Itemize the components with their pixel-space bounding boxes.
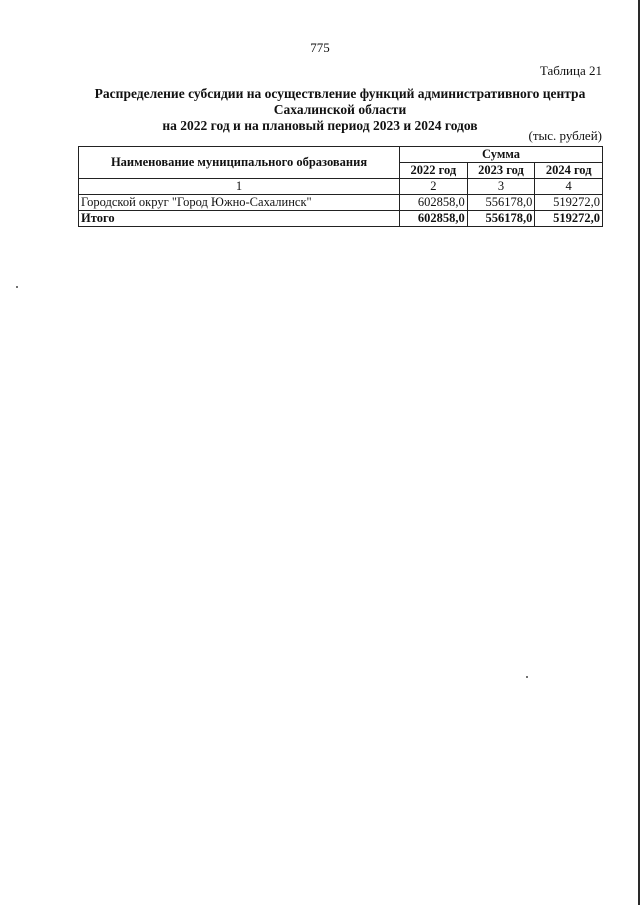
unit-label: (тыс. рублей) bbox=[528, 128, 602, 143]
header-sum: Сумма bbox=[400, 147, 603, 163]
column-number-2: 2 bbox=[400, 179, 468, 195]
column-number-3: 3 bbox=[467, 179, 535, 195]
title-line-1: Распределение субсидии на осуществление функций административного центра bbox=[94, 86, 586, 101]
header-year-2023: 2023 год bbox=[467, 163, 535, 179]
page-number: 775 bbox=[310, 40, 330, 55]
total-label: Итого bbox=[79, 211, 400, 227]
column-number-4: 4 bbox=[535, 179, 603, 195]
row-value-2023: 556178,0 bbox=[467, 195, 535, 211]
header-row-1 bbox=[79, 147, 603, 163]
row-value-2022: 602858,0 bbox=[400, 195, 468, 211]
title-line-3: на 2022 год и на плановый период 2023 и 2024 годов bbox=[162, 118, 478, 133]
title-line-2: Сахалинской области bbox=[273, 102, 407, 117]
header-year-2024: 2024 год bbox=[535, 163, 603, 179]
scan-speck bbox=[16, 286, 18, 288]
row-municipality-name: Городской округ "Город Южно-Сахалинск" bbox=[79, 195, 400, 211]
table-row bbox=[79, 195, 603, 211]
total-value-2024: 519272,0 bbox=[535, 211, 603, 227]
column-number-1: 1 bbox=[79, 179, 400, 195]
column-number-row bbox=[79, 179, 603, 195]
total-value-2022: 602858,0 bbox=[400, 211, 468, 227]
total-row bbox=[79, 211, 603, 227]
total-value-2023: 556178,0 bbox=[467, 211, 535, 227]
table-label: Таблица 21 bbox=[539, 63, 602, 78]
row-value-2024: 519272,0 bbox=[535, 195, 603, 211]
subsidy-table bbox=[78, 146, 603, 227]
header-year-2022: 2022 год bbox=[400, 163, 468, 179]
scan-speck bbox=[526, 676, 528, 678]
header-municipality: Наименование муниципального образования bbox=[79, 147, 400, 179]
